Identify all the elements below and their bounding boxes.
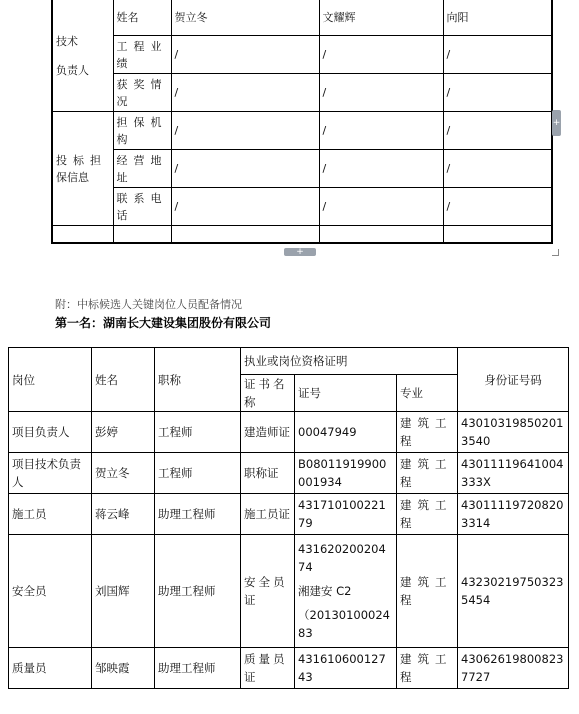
header-cert-name: 证书名称 [241, 375, 295, 412]
cell: / [443, 36, 552, 74]
cell-id: 430103198502013540 [458, 412, 569, 453]
table-row [9, 648, 569, 689]
cell-specialty: 建筑工程 [397, 535, 458, 648]
cell-cert-no: B08011919900001934 [295, 453, 397, 494]
header-title: 职称 [155, 348, 241, 412]
empty-cell [171, 226, 319, 244]
header-name: 姓名 [92, 348, 155, 412]
header-cell: 贺立冬 [171, 0, 319, 36]
staff-table [8, 347, 569, 689]
cell-name: 贺立冬 [92, 453, 155, 494]
cell-position: 项目技术负责人 [9, 453, 92, 494]
row-label: 经营地址 [113, 150, 171, 188]
cell-name: 蒋云峰 [92, 494, 155, 535]
cell: / [319, 36, 443, 74]
cert-no-line: （2013010002483 [298, 608, 390, 640]
add-column-handle[interactable] [552, 110, 561, 136]
header-position: 岗位 [9, 348, 92, 412]
cell-name: 彭婷 [92, 412, 155, 453]
empty-cell [443, 226, 552, 244]
header-cell: 向阳 [443, 0, 552, 36]
empty-cell [319, 226, 443, 244]
group-label-bid [52, 112, 113, 226]
cell-cert-name: 施工员证 [241, 494, 295, 535]
first-place-heading: 第一名：湖南长大建设集团股份有限公司 [55, 316, 272, 330]
cell-title: 助理工程师 [155, 494, 241, 535]
table-resize-handle[interactable] [552, 249, 559, 256]
cell-cert-name: 质量员证 [241, 648, 295, 689]
table-row [9, 535, 569, 648]
cell-specialty: 建筑工程 [397, 412, 458, 453]
group-label-line: 技术 [56, 34, 78, 48]
row-label: 获奖情况 [113, 74, 171, 112]
cell-title: 助理工程师 [155, 535, 241, 648]
cell: / [319, 112, 443, 150]
plus-icon: + [552, 118, 561, 128]
table-row [9, 412, 569, 453]
cell: / [319, 74, 443, 112]
cell-specialty: 建筑工程 [397, 494, 458, 535]
cell-position: 施工员 [9, 494, 92, 535]
cell-id: 430111197208203314 [458, 494, 569, 535]
add-row-handle[interactable] [284, 248, 316, 256]
plus-icon: + [296, 247, 304, 257]
header-cell: 姓名 [113, 0, 171, 36]
cell-cert-no: 43171010022179 [295, 494, 397, 535]
cell: / [171, 36, 319, 74]
note-text: 附：中标候选人关键岗位人员配备情况 [55, 298, 242, 311]
cell-name: 刘国辉 [92, 535, 155, 648]
table-row [52, 188, 552, 226]
cell: / [319, 150, 443, 188]
cell: / [171, 188, 319, 226]
table-row [9, 494, 569, 535]
cell-cert-no: 00047949 [295, 412, 397, 453]
cell: / [171, 150, 319, 188]
cell-specialty: 建筑工程 [397, 648, 458, 689]
cell: / [443, 188, 552, 226]
cell: / [443, 74, 552, 112]
group-label-tech [52, 0, 113, 112]
row-label: 担保机构 [113, 112, 171, 150]
cell: / [443, 150, 552, 188]
table-row [52, 36, 552, 74]
empty-cell [113, 226, 171, 244]
cell-position: 项目负责人 [9, 412, 92, 453]
cell-cert-name: 建造师证 [241, 412, 295, 453]
table-row [52, 226, 552, 244]
group-label-line: 保信息 [56, 170, 89, 184]
table-row [9, 453, 569, 494]
cell: / [319, 188, 443, 226]
header-cert-no: 证号 [295, 375, 397, 412]
group-label-line: 负责人 [56, 63, 89, 77]
cell: / [443, 112, 552, 150]
table-row [52, 74, 552, 112]
cell-id: 432302197503235454 [458, 535, 569, 648]
cell-name: 邹映霞 [92, 648, 155, 689]
header-cert-group: 执业或岗位资格证明 [241, 348, 458, 375]
candidate-info-table [51, 0, 553, 244]
cell: / [171, 112, 319, 150]
cell-id: 430626198008237727 [458, 648, 569, 689]
cell-specialty: 建筑工程 [397, 453, 458, 494]
cert-no-line: 湘建安 C2 [298, 584, 352, 598]
empty-cell [52, 226, 113, 244]
header-cell: 文耀辉 [319, 0, 443, 36]
cell-title: 工程师 [155, 412, 241, 453]
table-row [52, 112, 552, 150]
cert-no-line: 43162020020474 [298, 542, 386, 574]
table-row [52, 0, 552, 36]
cell-cert-no: 43161060012743 [295, 648, 397, 689]
cell-cert-name: 职称证 [241, 453, 295, 494]
cell-title: 助理工程师 [155, 648, 241, 689]
cell-position: 质量员 [9, 648, 92, 689]
cell-id: 43011119641004333X [458, 453, 569, 494]
header-id: 身份证号码 [458, 348, 569, 412]
cell-title: 工程师 [155, 453, 241, 494]
cell-cert-name: 安全员证 [241, 535, 295, 648]
cell-position: 安全员 [9, 535, 92, 648]
cell: / [171, 74, 319, 112]
cell-cert-no [295, 535, 397, 648]
table-header-row [9, 348, 569, 375]
header-specialty: 专业 [397, 375, 458, 412]
row-label: 工程业绩 [113, 36, 171, 74]
row-label: 联系电话 [113, 188, 171, 226]
group-label-line: 投标担 [56, 153, 107, 167]
table-row [52, 150, 552, 188]
